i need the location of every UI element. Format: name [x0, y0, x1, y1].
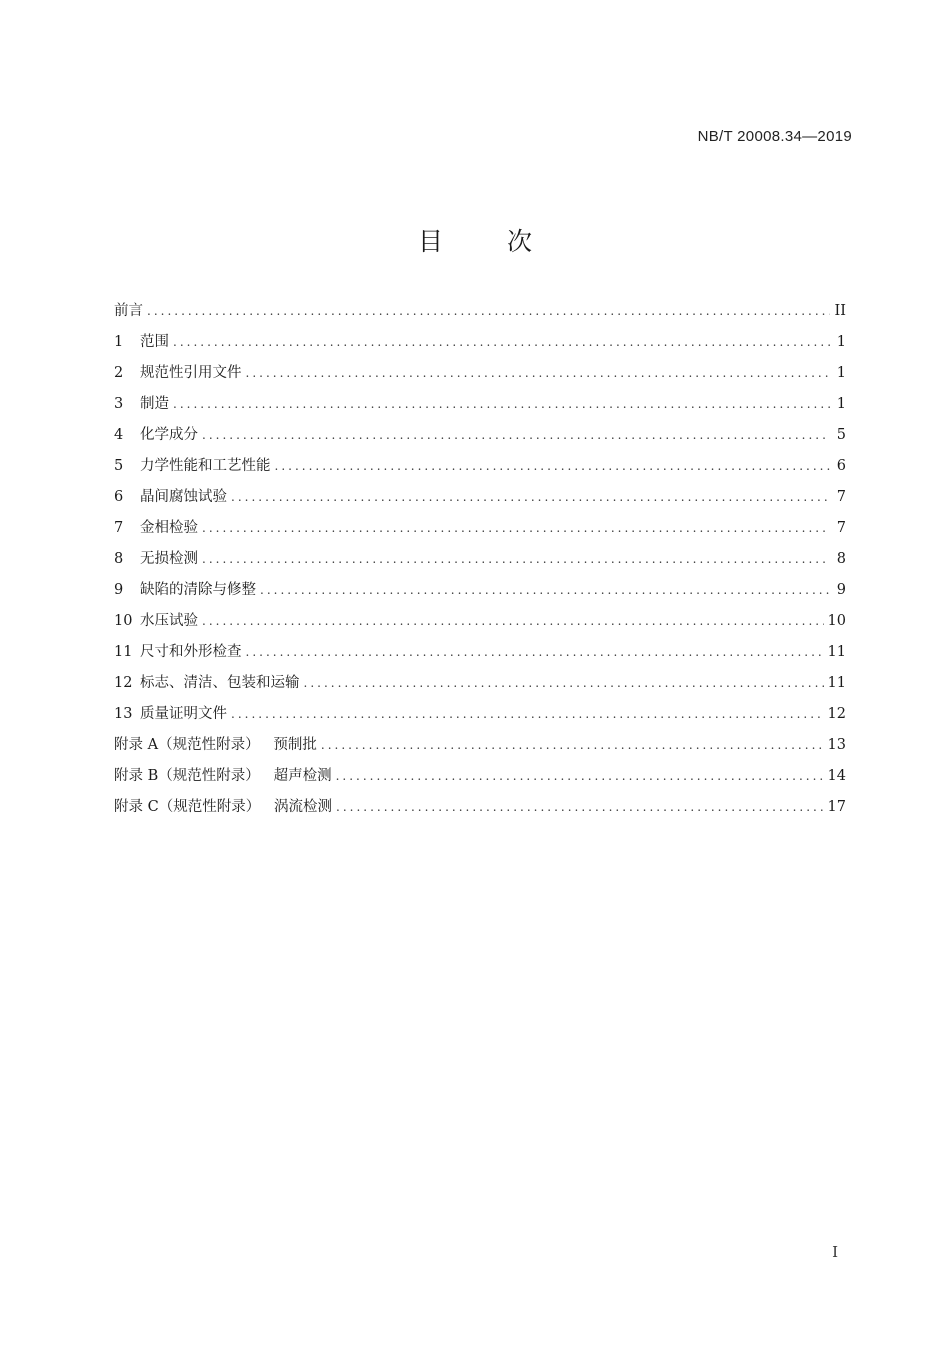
toc-entry-page: 17 — [827, 799, 846, 815]
toc-dot-leader — [260, 575, 830, 606]
page-number: I — [832, 1243, 838, 1261]
toc-entry-number: 6 — [114, 489, 124, 505]
toc-entry-label: 附录 C（规范性附录） 涡流检测 — [114, 799, 333, 815]
toc-dot-leader — [173, 389, 830, 420]
toc-entry-number: 3 — [114, 396, 124, 412]
toc-entry[interactable] — [114, 327, 846, 358]
toc-entry-page: 14 — [827, 768, 846, 784]
toc-entry-title — [114, 296, 143, 327]
toc-entry-page: 6 — [836, 458, 846, 474]
toc-entry-label: 力学性能和工艺性能 — [140, 458, 271, 474]
toc-entry-label: 规范性引用文件 — [140, 365, 242, 381]
toc-entry-title — [114, 327, 169, 358]
toc-entry-number: 1 — [114, 334, 124, 350]
toc-entry-label: 晶间腐蚀试验 — [140, 489, 227, 505]
toc-entry-number: 13 — [114, 706, 133, 722]
toc-entry-number: 4 — [114, 427, 124, 443]
toc-entry[interactable] — [114, 296, 846, 327]
toc-entry-title — [114, 637, 242, 668]
toc-dot-leader — [336, 761, 824, 792]
toc-entry[interactable] — [114, 513, 846, 544]
toc-entry[interactable] — [114, 606, 846, 637]
toc-entry-title — [114, 730, 317, 761]
toc-entry-title — [114, 761, 332, 792]
toc-dot-leader — [246, 637, 824, 668]
toc-entry-title — [114, 482, 227, 513]
toc-dot-leader — [202, 420, 830, 451]
toc-entry-page: 11 — [827, 644, 846, 660]
toc-entry[interactable] — [114, 761, 846, 792]
toc-entry-title — [114, 451, 271, 482]
toc-dot-leader — [336, 792, 824, 823]
toc-entry-label: 金相检验 — [140, 520, 198, 536]
toc-entry[interactable] — [114, 482, 846, 513]
toc-dot-leader — [275, 451, 831, 482]
toc-entry[interactable] — [114, 792, 846, 823]
toc-entry-label: 附录 B（规范性附录） 超声检测 — [114, 768, 332, 784]
toc-entry[interactable] — [114, 668, 846, 699]
toc-entry-page: 8 — [836, 551, 846, 567]
toc-entry-number: 10 — [114, 613, 133, 629]
toc-entry[interactable] — [114, 699, 846, 730]
toc-dot-leader — [202, 513, 830, 544]
toc-dot-leader — [231, 699, 824, 730]
toc-entry-label: 制造 — [140, 396, 169, 412]
toc-entry-number: 7 — [114, 520, 124, 536]
toc-dot-leader — [321, 730, 824, 761]
toc-entry-page: 1 — [836, 396, 846, 412]
toc-entry-number: 12 — [114, 675, 133, 691]
toc-entry-title — [114, 668, 300, 699]
toc-entry-page: 9 — [836, 582, 846, 598]
toc-entry-label: 前言 — [114, 303, 143, 319]
toc-dot-leader — [147, 296, 830, 327]
toc-entry-page: 10 — [827, 613, 846, 629]
toc-entry[interactable] — [114, 420, 846, 451]
toc-dot-leader — [231, 482, 830, 513]
toc-entry[interactable] — [114, 637, 846, 668]
toc-entry[interactable] — [114, 544, 846, 575]
standard-code: NB/T 20008.34—2019 — [697, 128, 852, 145]
toc-entry-title — [114, 544, 198, 575]
toc-entry-title — [114, 792, 332, 823]
toc-dot-leader — [304, 668, 824, 699]
toc-entry-number: 9 — [114, 582, 124, 598]
toc-entry-title — [114, 389, 169, 420]
toc-entry-page: 1 — [836, 365, 846, 381]
toc-entry[interactable] — [114, 730, 846, 761]
toc-entry[interactable] — [114, 451, 846, 482]
toc-entry-label: 尺寸和外形检查 — [140, 644, 242, 660]
toc-entry-title — [114, 358, 242, 389]
toc-entry-label: 范围 — [140, 334, 169, 350]
toc-entry-title — [114, 575, 256, 606]
toc-dot-leader — [202, 606, 824, 637]
toc-entry-page: 13 — [827, 737, 846, 753]
toc-dot-leader — [202, 544, 830, 575]
toc-entry-title — [114, 513, 198, 544]
toc-entry-number: 8 — [114, 551, 124, 567]
toc-dot-leader — [173, 327, 830, 358]
toc-entry[interactable] — [114, 389, 846, 420]
toc-entry-label: 缺陷的清除与修整 — [140, 582, 256, 598]
toc-entry-label: 质量证明文件 — [140, 706, 227, 722]
toc-entry-number: 11 — [114, 644, 133, 660]
toc-entry-label: 化学成分 — [140, 427, 198, 443]
toc-entry-title — [114, 420, 198, 451]
toc-entry-title — [114, 699, 227, 730]
toc-entry[interactable] — [114, 358, 846, 389]
toc-entry-title — [114, 606, 198, 637]
toc-entry[interactable] — [114, 575, 846, 606]
toc-entry-page: II — [834, 303, 846, 319]
toc-entry-label: 标志、清洁、包装和运输 — [140, 675, 300, 691]
page-title: 目 次 — [418, 227, 560, 256]
toc-entry-page: 12 — [827, 706, 846, 722]
toc-entry-number: 2 — [114, 365, 124, 381]
toc-entry-label: 无损检测 — [140, 551, 198, 567]
toc-entry-page: 11 — [827, 675, 846, 691]
toc-entry-label: 附录 A（规范性附录） 预制批 — [114, 737, 317, 753]
toc-entry-page: 1 — [836, 334, 846, 350]
table-of-contents — [114, 296, 846, 823]
toc-dot-leader — [246, 358, 831, 389]
toc-entry-page: 7 — [836, 489, 846, 505]
toc-entry-page: 7 — [836, 520, 846, 536]
toc-entry-label: 水压试验 — [140, 613, 198, 629]
toc-entry-page: 5 — [836, 427, 846, 443]
toc-entry-number: 5 — [114, 458, 124, 474]
